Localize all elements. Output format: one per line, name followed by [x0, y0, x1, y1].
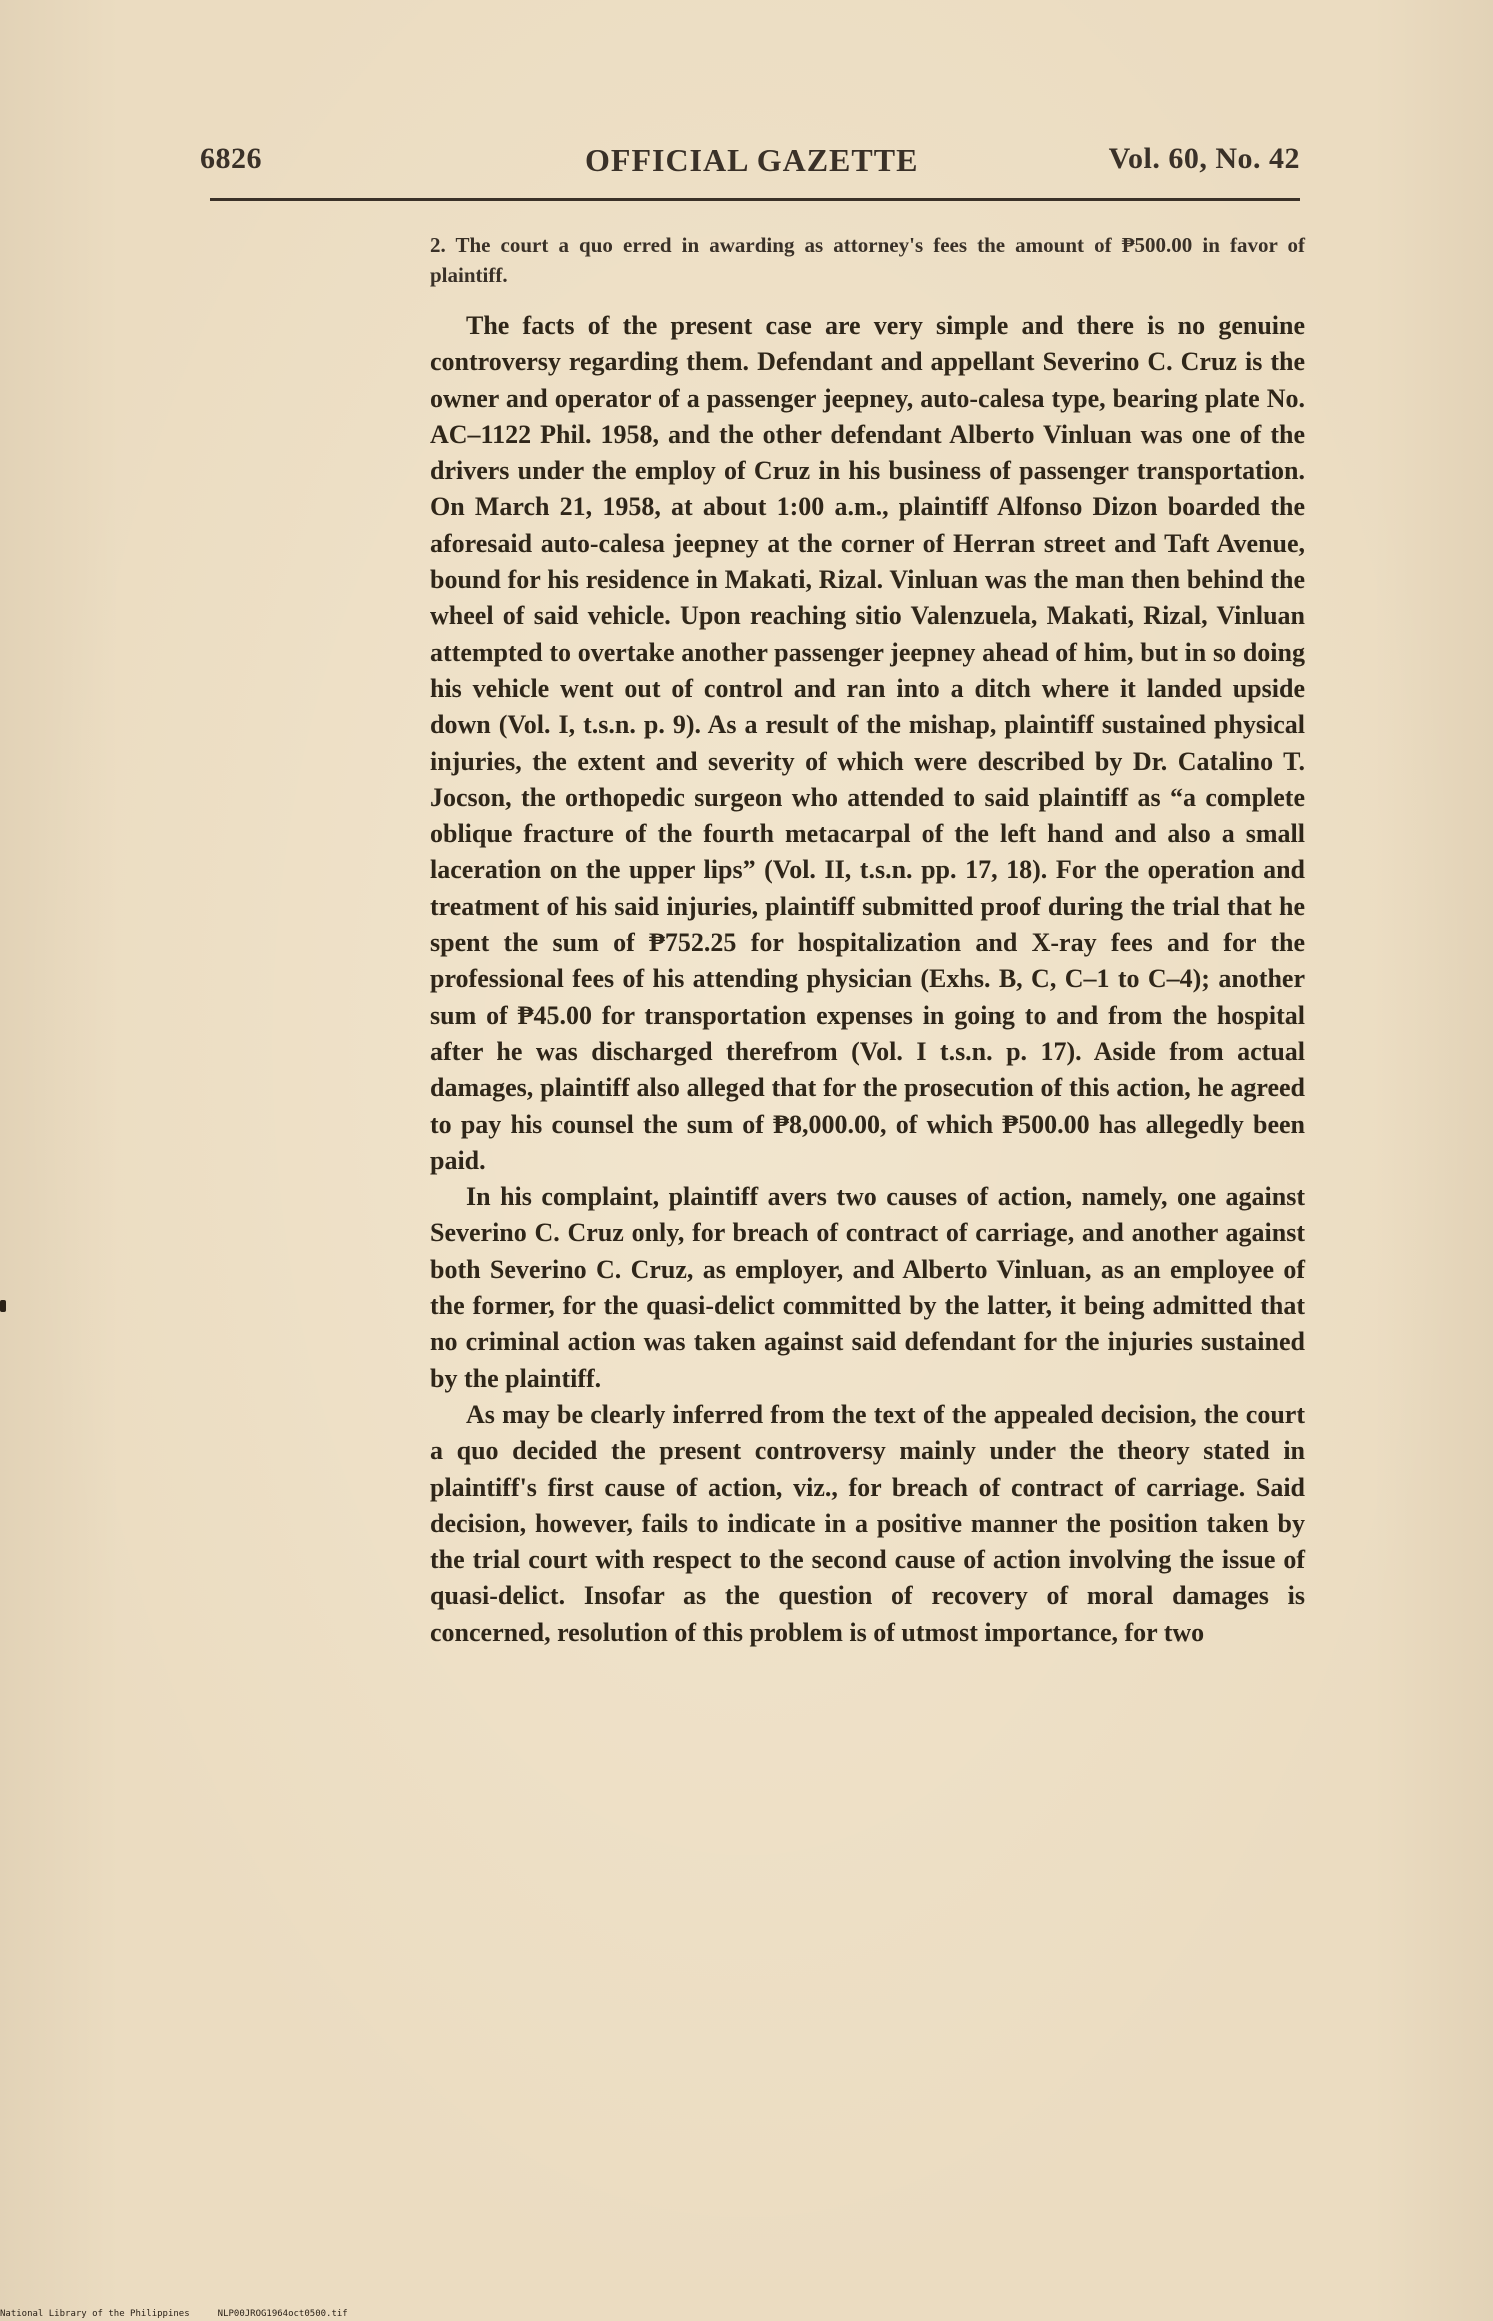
- page-header: [200, 142, 1300, 190]
- page-number: 6826: [200, 142, 262, 175]
- paragraph-decision: As may be clearly inferred from the text of the appealed decision, the court a quo decided the present controversy mainly under the theory stated in plaintiff's first cause of action, viz., for breach of contract of carriage. Said decision, however, fails to indicate in a positive manner the position taken by the trial court with respect to the second cause of action involving the issue of quasi-delict. Insofar as the question of recovery of moral damages is concerned, resolution of this problem is of utmost importance, for two: [430, 1399, 1305, 1647]
- volume-number: Vol. 60, No. 42: [1108, 142, 1300, 175]
- paragraph-facts: The facts of the present case are very simple and there is no genuine controversy regarding them. Defendant and appellant Severino C. Cruz is the owner and operator of a passenger jeepney, auto-calesa type, bearing plate No. AC–1122 Phil. 1958, and the other defendant Alberto Vinluan was one of the drivers under the employ of Cruz in his business of passenger transportation. On March 21, 1958, at about 1:00 a.m., plaintiff Alfonso Dizon boarded the aforesaid auto-calesa jeepney at the corner of Herran street and Taft Avenue, bound for his residence in Makati, Rizal. Vinluan was the man then behind the wheel of said vehicle. Upon reaching sitio Valenzuela, Makati, Rizal, Vinluan attempted to overtake another passenger jeepney ahead of him, but in so doing his vehicle went out of control and ran into a ditch where it landed upside down (Vol. I, t.s.n. p. 9). As a result of the mishap, plaintiff sustained physical injuries, the extent and severity of which were described by Dr. Catalino T. Jocson, the orthopedic surgeon who attended to said plaintiff as “a complete oblique fracture of the fourth metacarpal of the left hand and also a small laceration on the upper lips” (Vol. II, t.s.n. pp. 17, 18). For the operation and treatment of his said injuries, plaintiff submitted proof during the trial that he spent the sum of ₱752.25 for hospitalization and X-ray fees and for the professional fees of his attending physician (Exhs. B, C, C–1 to C–4); another sum of ₱45.00 for transportation expenses in going to and from the hospital after he was discharged therefrom (Vol. I t.s.n. p. 17). Aside from actual damages, plaintiff also alleged that for the prosecution of this action, he agreed to pay his counsel the sum of ₱8,000.00, of which ₱500.00 has allegedly been paid.: [430, 311, 1305, 1175]
- header-rule: [210, 198, 1300, 201]
- body-text: [430, 230, 1305, 1651]
- footer-library: National Library of the Philippines: [0, 2309, 190, 2319]
- publication-title: OFFICIAL GAZETTE: [585, 142, 919, 178]
- paragraph-complaint: In his complaint, plaintiff avers two causes of action, namely, one against Severino C. Cruz only, for breach of contract of carriage, and another against both Severino C. Cruz, as employer, and Alberto Vinluan, as an employee of the former, for the quasi-delict committed by the latter, it being admitted that no criminal action was taken against said defendant for the injuries sustained by the plaintiff.: [430, 1182, 1305, 1393]
- footer-filename: NLP00JROG1964oct0500.tif: [217, 2309, 348, 2319]
- scan-footer: [0, 2309, 376, 2319]
- scan-mark: [0, 1300, 6, 1312]
- assigned-error: 2. The court a quo erred in awarding as attorney's fees the amount of ₱500.00 in favor of plaintiff.: [430, 233, 1305, 287]
